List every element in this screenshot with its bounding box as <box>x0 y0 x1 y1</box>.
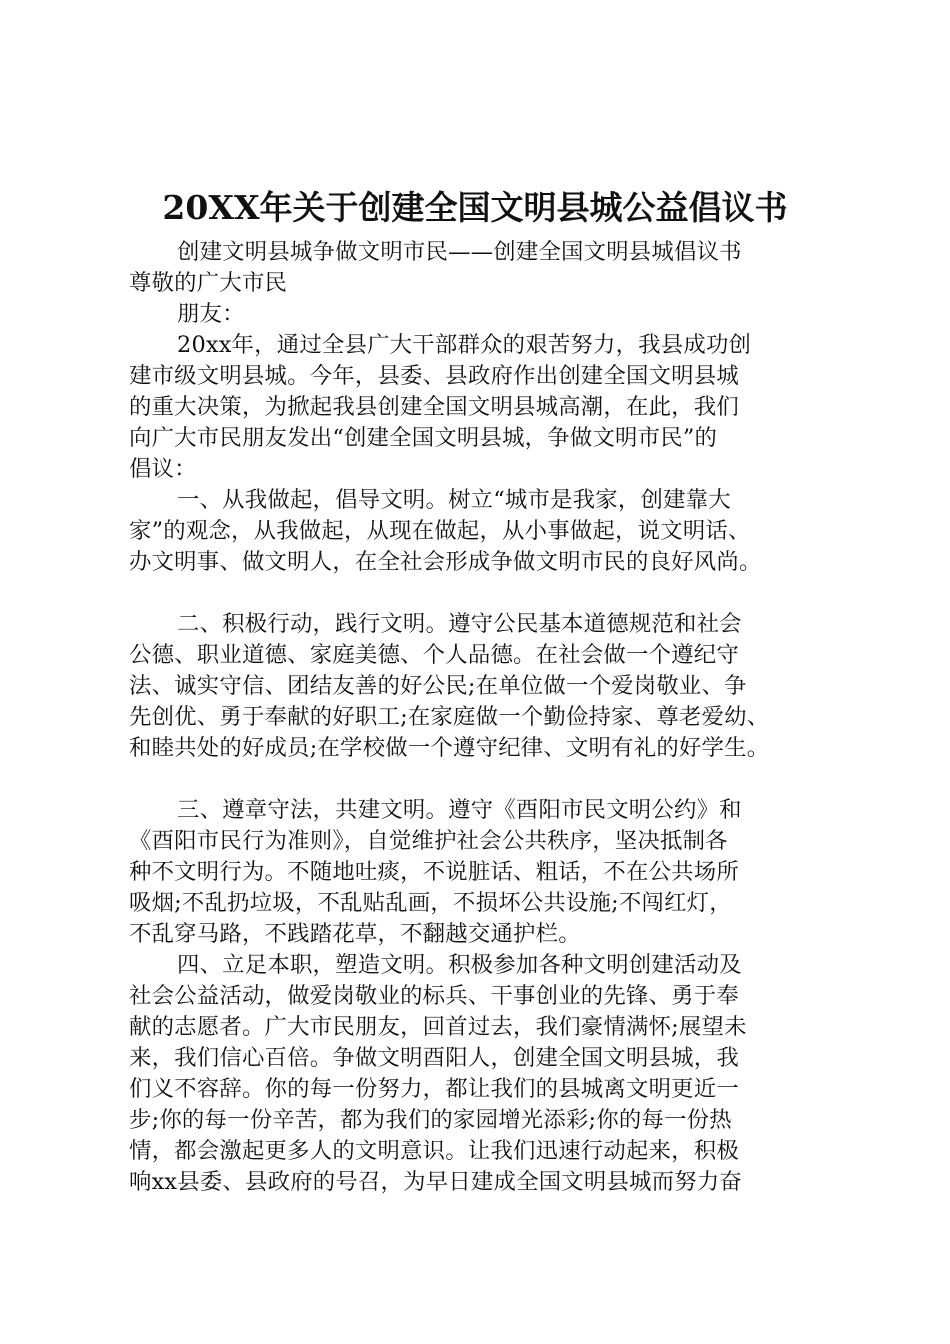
point-one-line: 一、从我做起，倡导文明。树立“城市是我家，创建靠大 <box>177 487 731 513</box>
paragraph-spacer <box>129 764 829 795</box>
point-four-line: 步;你的每一份辛苦，都为我们的家园增光添彩;你的每一份热 <box>129 1107 732 1133</box>
point-two-line: 二、积极行动，践行文明。遵守公民基本道德规范和社会 <box>177 611 742 637</box>
point-four-line: 情，都会激起更多人的文明意识。让我们迅速行动起来，积极 <box>129 1138 739 1164</box>
point-four-line: 四、立足本职，塑造文明。积极参加各种文明创建活动及 <box>177 952 742 978</box>
intro-paragraph-line: 建市级文明县城。今年，县委、县政府作出创建全国文明县城 <box>129 363 739 389</box>
point-three-line: 种不文明行为。不随地吐痰，不说脏话、粗话，不在公共场所 <box>129 859 739 885</box>
point-one-line: 家”的观念，从我做起，从现在做起，从小事做起，说文明话、 <box>129 518 751 544</box>
document-title: 20XX年关于创建全国文明县城公益倡议书 <box>162 188 788 227</box>
point-one-line: 办文明事、做文明人，在全社会形成争做文明市民的良好风尚。 <box>129 549 762 575</box>
point-three-line: 吸烟;不乱扔垃圾，不乱贴乱画，不损坏公共设施;不闯红灯， <box>129 890 732 916</box>
point-three-line: 三、遵章守法，共建文明。遵守《酉阳市民文明公约》和 <box>177 797 742 823</box>
point-three-line: 《酉阳市民行为准则》，自觉维护社会公共秩序，坚决抵制各 <box>129 828 728 854</box>
intro-paragraph-line: 倡议： <box>129 456 197 482</box>
point-four-line: 们义不容辞。你的每一份努力，都让我们的县城离文明更近一 <box>129 1076 739 1102</box>
document-body <box>129 237 829 1198</box>
point-two-line: 先创优、勇于奉献的好职工;在家庭做一个勤俭持家、尊老爱幼、 <box>129 704 770 730</box>
point-four-line: 献的志愿者。广大市民朋友，回首过去，我们豪情满怀;展望未 <box>129 1014 747 1040</box>
point-four-line: 来，我们信心百倍。争做文明酉阳人，创建全国文明县城，我 <box>129 1045 739 1071</box>
intro-paragraph-line: 20xx年，通过全县广大干部群众的艰苦努力，我县成功创 <box>177 332 752 358</box>
subtitle-line: 创建文明县城争做文明市民——创建全国文明县城倡议书 <box>177 239 742 265</box>
salutation-line: 朋友： <box>177 301 245 327</box>
paragraph-spacer <box>129 578 829 609</box>
point-two-line: 和睦共处的好成员;在学校做一个遵守纪律、文明有礼的好学生。 <box>129 735 770 761</box>
intro-paragraph-line: 的重大决策，为掀起我县创建全国文明县城高潮，在此，我们 <box>129 394 739 420</box>
point-two-line: 法、诚实守信、团结友善的好公民;在单位做一个爱岗敬业、争 <box>129 673 747 699</box>
salutation-line: 尊敬的广大市民 <box>129 270 288 296</box>
point-four-line: 响xx县委、县政府的号召，为早日建成全国文明县城而努力奋 <box>129 1169 743 1195</box>
point-four-line: 社会公益活动，做爱岗敬业的标兵、干事创业的先锋、勇于奉 <box>129 983 739 1009</box>
point-three-line: 不乱穿马路，不践踏花草，不翻越交通护栏。 <box>129 921 581 947</box>
point-two-line: 公德、职业道德、家庭美德、个人品德。在社会做一个遵纪守 <box>129 642 739 668</box>
intro-paragraph-line: 向广大市民朋友发出“创建全国文明县城，争做文明市民”的 <box>129 425 718 451</box>
